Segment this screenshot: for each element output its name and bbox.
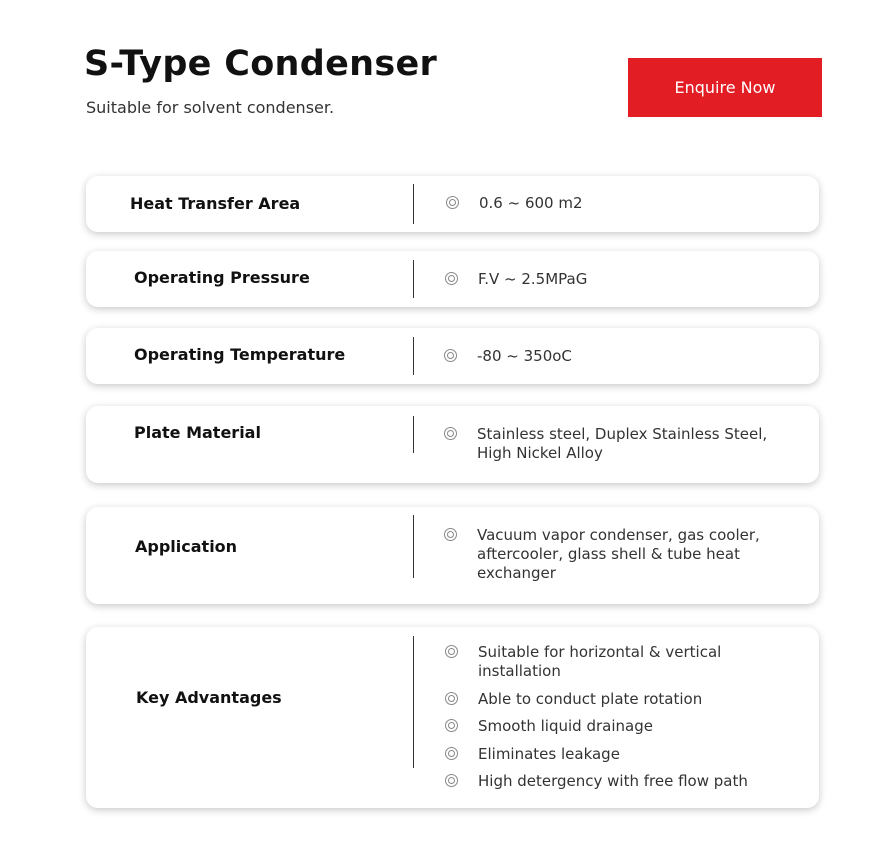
- spec-divider: [413, 515, 414, 578]
- double-circle-icon: [445, 774, 458, 787]
- spec-value: Vacuum vapor condenser, gas cooler, aftercooler, glass shell & tube heat exchanger: [444, 526, 794, 583]
- spec-label: Heat Transfer Area: [130, 194, 301, 213]
- spec-value: 0.6 ~ 600 m2: [446, 194, 786, 213]
- spec-divider: [413, 416, 414, 453]
- spec-card-heat-transfer-area: [86, 176, 819, 232]
- spec-label: Key Advantages: [136, 688, 282, 707]
- double-circle-icon: [444, 427, 457, 440]
- spec-card-operating-pressure: [86, 251, 819, 307]
- double-circle-icon: [445, 692, 458, 705]
- double-circle-icon: [444, 528, 457, 541]
- spec-label: Operating Temperature: [134, 345, 346, 364]
- spec-card-plate-material: [86, 406, 819, 483]
- spec-divider: [413, 337, 414, 375]
- spec-divider: [413, 636, 414, 768]
- spec-card-application: [86, 507, 819, 604]
- double-circle-icon: [445, 719, 458, 732]
- advantage-item: Smooth liquid drainage: [445, 717, 775, 736]
- spec-label: Operating Pressure: [134, 268, 310, 287]
- enquire-now-button[interactable]: Enquire Now: [628, 58, 822, 117]
- spec-label: Application: [135, 537, 238, 556]
- spec-divider: [413, 260, 414, 298]
- page-title: S-Type Condenser: [84, 44, 438, 84]
- spec-label: Plate Material: [134, 423, 261, 442]
- page-subtitle: Suitable for solvent condenser.: [86, 98, 335, 117]
- double-circle-icon: [446, 196, 459, 209]
- double-circle-icon: [444, 349, 457, 362]
- spec-divider: [413, 184, 414, 224]
- advantage-item: High detergency with free flow path: [445, 772, 785, 791]
- advantage-item: Eliminates leakage: [445, 745, 775, 764]
- spec-value: F.V ~ 2.5MPaG: [445, 270, 785, 289]
- double-circle-icon: [445, 272, 458, 285]
- spec-card-key-advantages: [86, 627, 819, 808]
- double-circle-icon: [445, 645, 458, 658]
- advantage-item: Suitable for horizontal & vertical installation: [445, 643, 765, 681]
- spec-value: Stainless steel, Duplex Stainless Steel, High Nickel Alloy: [444, 425, 794, 463]
- advantage-item: Able to conduct plate rotation: [445, 690, 775, 709]
- spec-value: -80 ~ 350oC: [444, 347, 784, 366]
- spec-card-operating-temperature: [86, 328, 819, 384]
- double-circle-icon: [445, 747, 458, 760]
